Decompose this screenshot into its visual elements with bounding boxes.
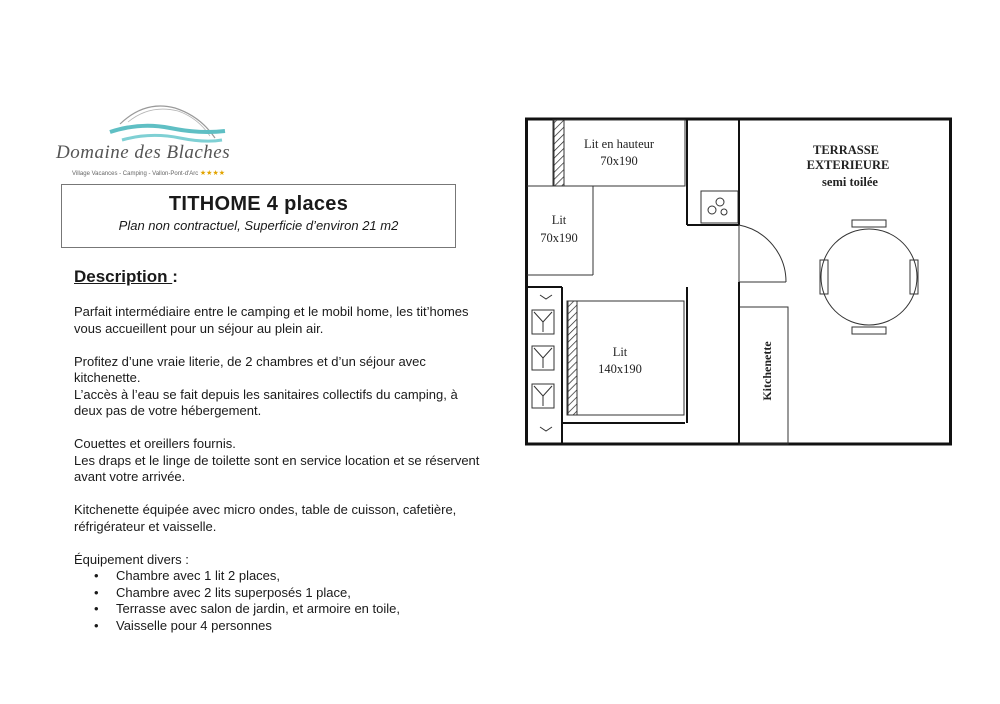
logo-subtitle: Village Vacances - Camping - Vallon-Pont-d'Arc ★★★★ <box>72 170 225 177</box>
double-bed-size: 140x190 <box>598 362 642 376</box>
kitchenette-label: Kitchenette <box>760 341 774 401</box>
loft-headboard <box>553 120 564 186</box>
paragraph-intro: Parfait intermédiaire entre le camping et le mobil home, les tit’homes vous accueillent pour un séjour au plein air. <box>74 304 469 336</box>
equipment-list <box>74 568 484 634</box>
loft-bed <box>554 120 685 186</box>
list-item: • Chambre avec 1 lit 2 places, <box>116 568 484 585</box>
logo-name: Domaine des Blaches <box>56 142 231 163</box>
page-subtitle: Plan non contractuel, Superficie d’environ 21 m2 <box>118 218 399 233</box>
wardrobe <box>532 295 554 431</box>
list-item: • Terrasse avec salon de jardin, et armoire en toile, <box>116 601 484 618</box>
single-bed-size: 70x190 <box>540 231 578 245</box>
cooktop <box>701 191 738 223</box>
description-body <box>74 304 484 634</box>
paragraph-bedding: Profitez d’une vraie literie, de 2 chambres et d’un séjour avec kitchenette. L’accès à l’eau se fait depuis les sanitaires collectifs du camping, à deux pas de votre hébergement. <box>74 353 458 418</box>
list-item: • Chambre avec 2 lits superposés 1 place, <box>116 585 484 602</box>
equipment-title: Équipement divers : <box>74 551 189 567</box>
logo-stars: ★★★★ <box>199 170 225 177</box>
garden-table <box>820 220 918 334</box>
paragraph-linen: Couettes et oreillers fournis. Les draps et le linge de toilette sont en service location et se réservent avant votre arrivée. <box>74 436 480 484</box>
single-bed-label: Lit <box>551 213 567 227</box>
double-bed-headboard <box>567 301 577 415</box>
terrace-label-2: EXTERIEURE <box>806 158 890 172</box>
title-box <box>61 184 456 248</box>
floor-plan <box>524 117 956 449</box>
terrace-label-1: TERRASSE <box>813 143 879 157</box>
logo <box>50 98 250 182</box>
terrace-label-3: semi toilée <box>822 175 878 189</box>
page-title: TITHOME 4 places <box>168 193 349 215</box>
loft-bed-size: 70x190 <box>600 154 638 168</box>
list-item: • Vaisselle pour 4 personnes <box>116 618 484 635</box>
logo-wave-icon <box>50 98 250 148</box>
double-bed-label: Lit <box>612 345 628 359</box>
description-heading: Description : <box>74 267 178 286</box>
paragraph-kitchenette: Kitchenette équipée avec micro ondes, table de cuisson, cafetière, réfrigérateur et vaisselle. <box>74 502 457 534</box>
loft-bed-label: Lit en hauteur <box>583 137 655 151</box>
